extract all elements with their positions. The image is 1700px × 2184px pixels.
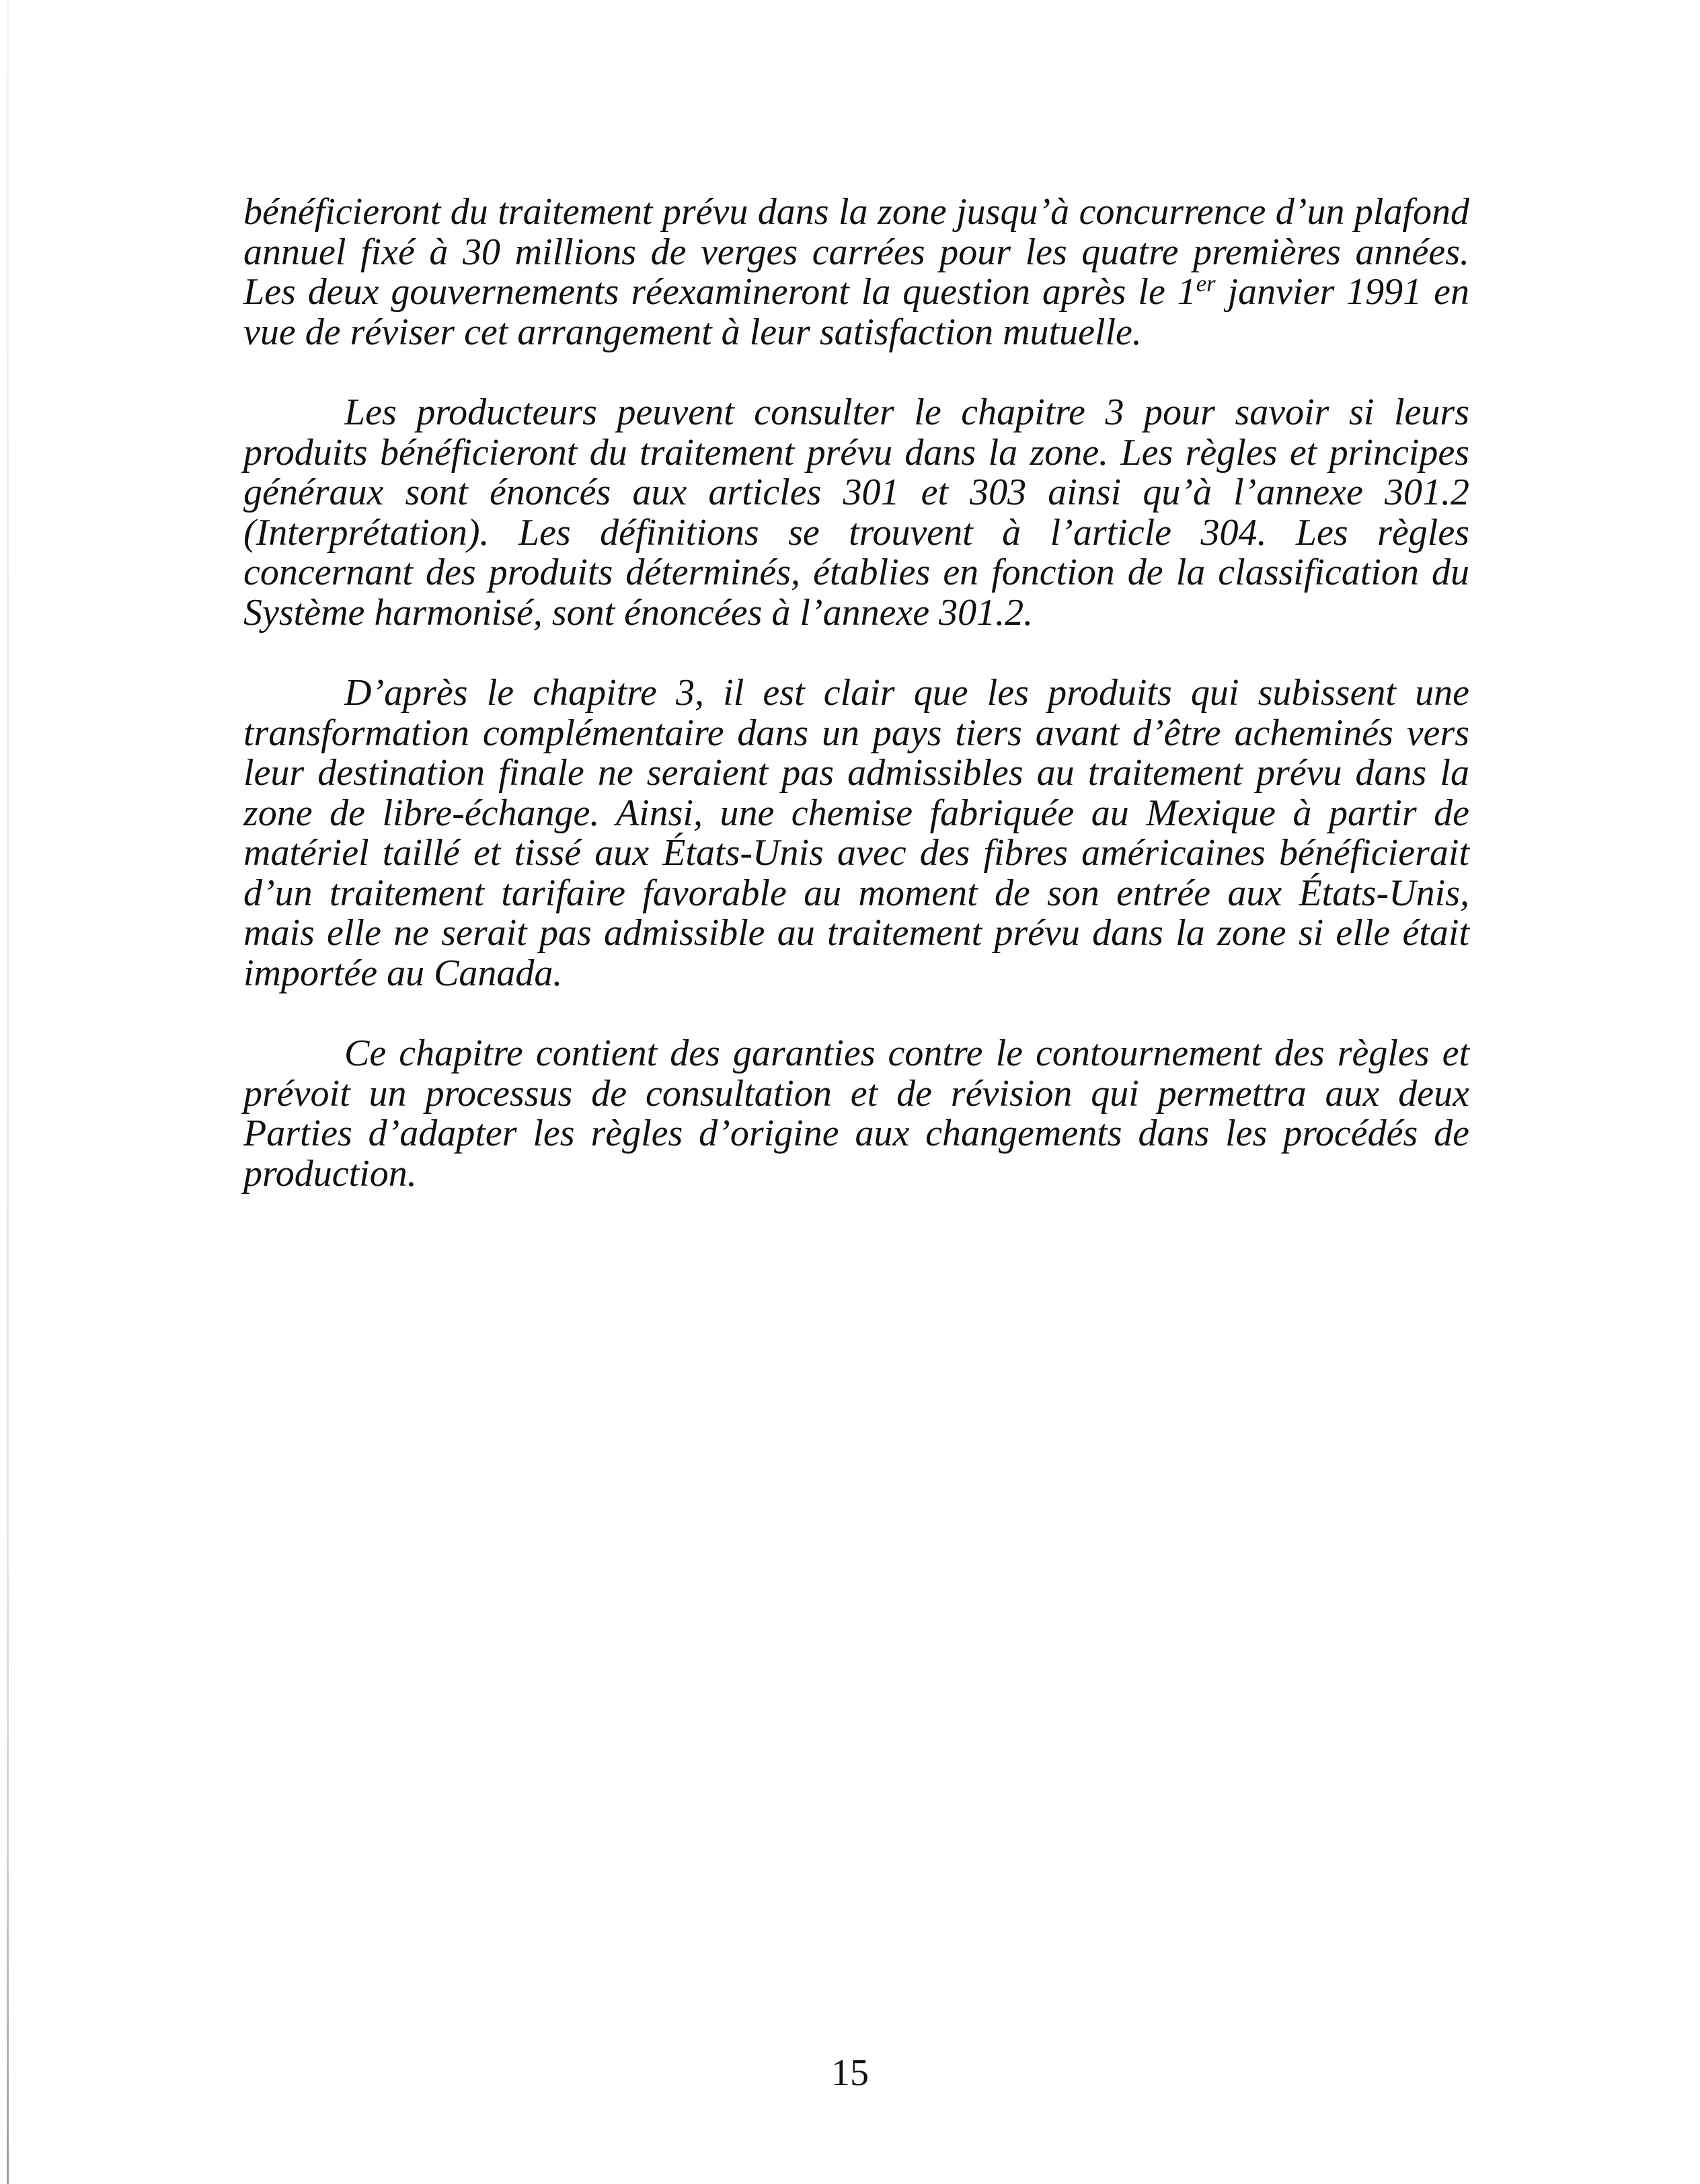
paragraph-1 <box>243 192 1469 352</box>
paragraph-1-text: bénéficieront du traitement prévu dans la zone jusqu’à concurrence d’un plafond annuel fixé à 30 millions de verges carrées pour les quatre premières années. Les deux gouvernements réexamineront la question après le 1 <box>243 191 1469 313</box>
paragraph-3: D’après le chapitre 3, il est clair que les produits qui subissent une transformation complémentaire dans un pays tiers avant d’être acheminés vers leur destination finale ne seraient pas admissibles au traitement prévu dans la zone de libre-échange. Ainsi, une chemise fabriquée au Mexique à partir de matériel taillé et tissé aux États-Unis avec des fibres américaines bénéficierait d’un traitement tarifaire favorable au moment de son entrée aux États-Unis, mais elle ne serait pas admissible au traitement prévu dans la zone si elle était importée au Canada. <box>243 672 1469 994</box>
body-text <box>243 192 1469 1194</box>
page-number: 15 <box>831 2052 869 2094</box>
paragraph-2: Les producteurs peuvent consulter le chapitre 3 pour savoir si leurs produits bénéficieront du traitement prévu dans la zone. Les règles et principes généraux sont énoncés aux articles 301 et 303 ainsi qu’à l’annexe 301.2 (Interprétation). Les définitions se trouvent à l’article 304. Les règles concernant des produits déterminés, établies en fonction de la classification du Système harmonisé, sont énoncées à l’annexe 301.2. <box>243 391 1469 634</box>
paragraph-1-text-end: janvier 1991 en vue de réviser cet arrangement à leur satisfaction mutuelle. <box>243 271 1469 353</box>
ordinal-superscript: er <box>1196 270 1216 297</box>
paragraph-4: Ce chapitre contient des garanties contre le contournement des règles et prévoit un processus de consultation et de révision qui permettra aux deux Parties d’adapter les règles d’origine aux changements dans les procédés de production. <box>243 1032 1469 1195</box>
scan-edge-line <box>7 0 9 2184</box>
